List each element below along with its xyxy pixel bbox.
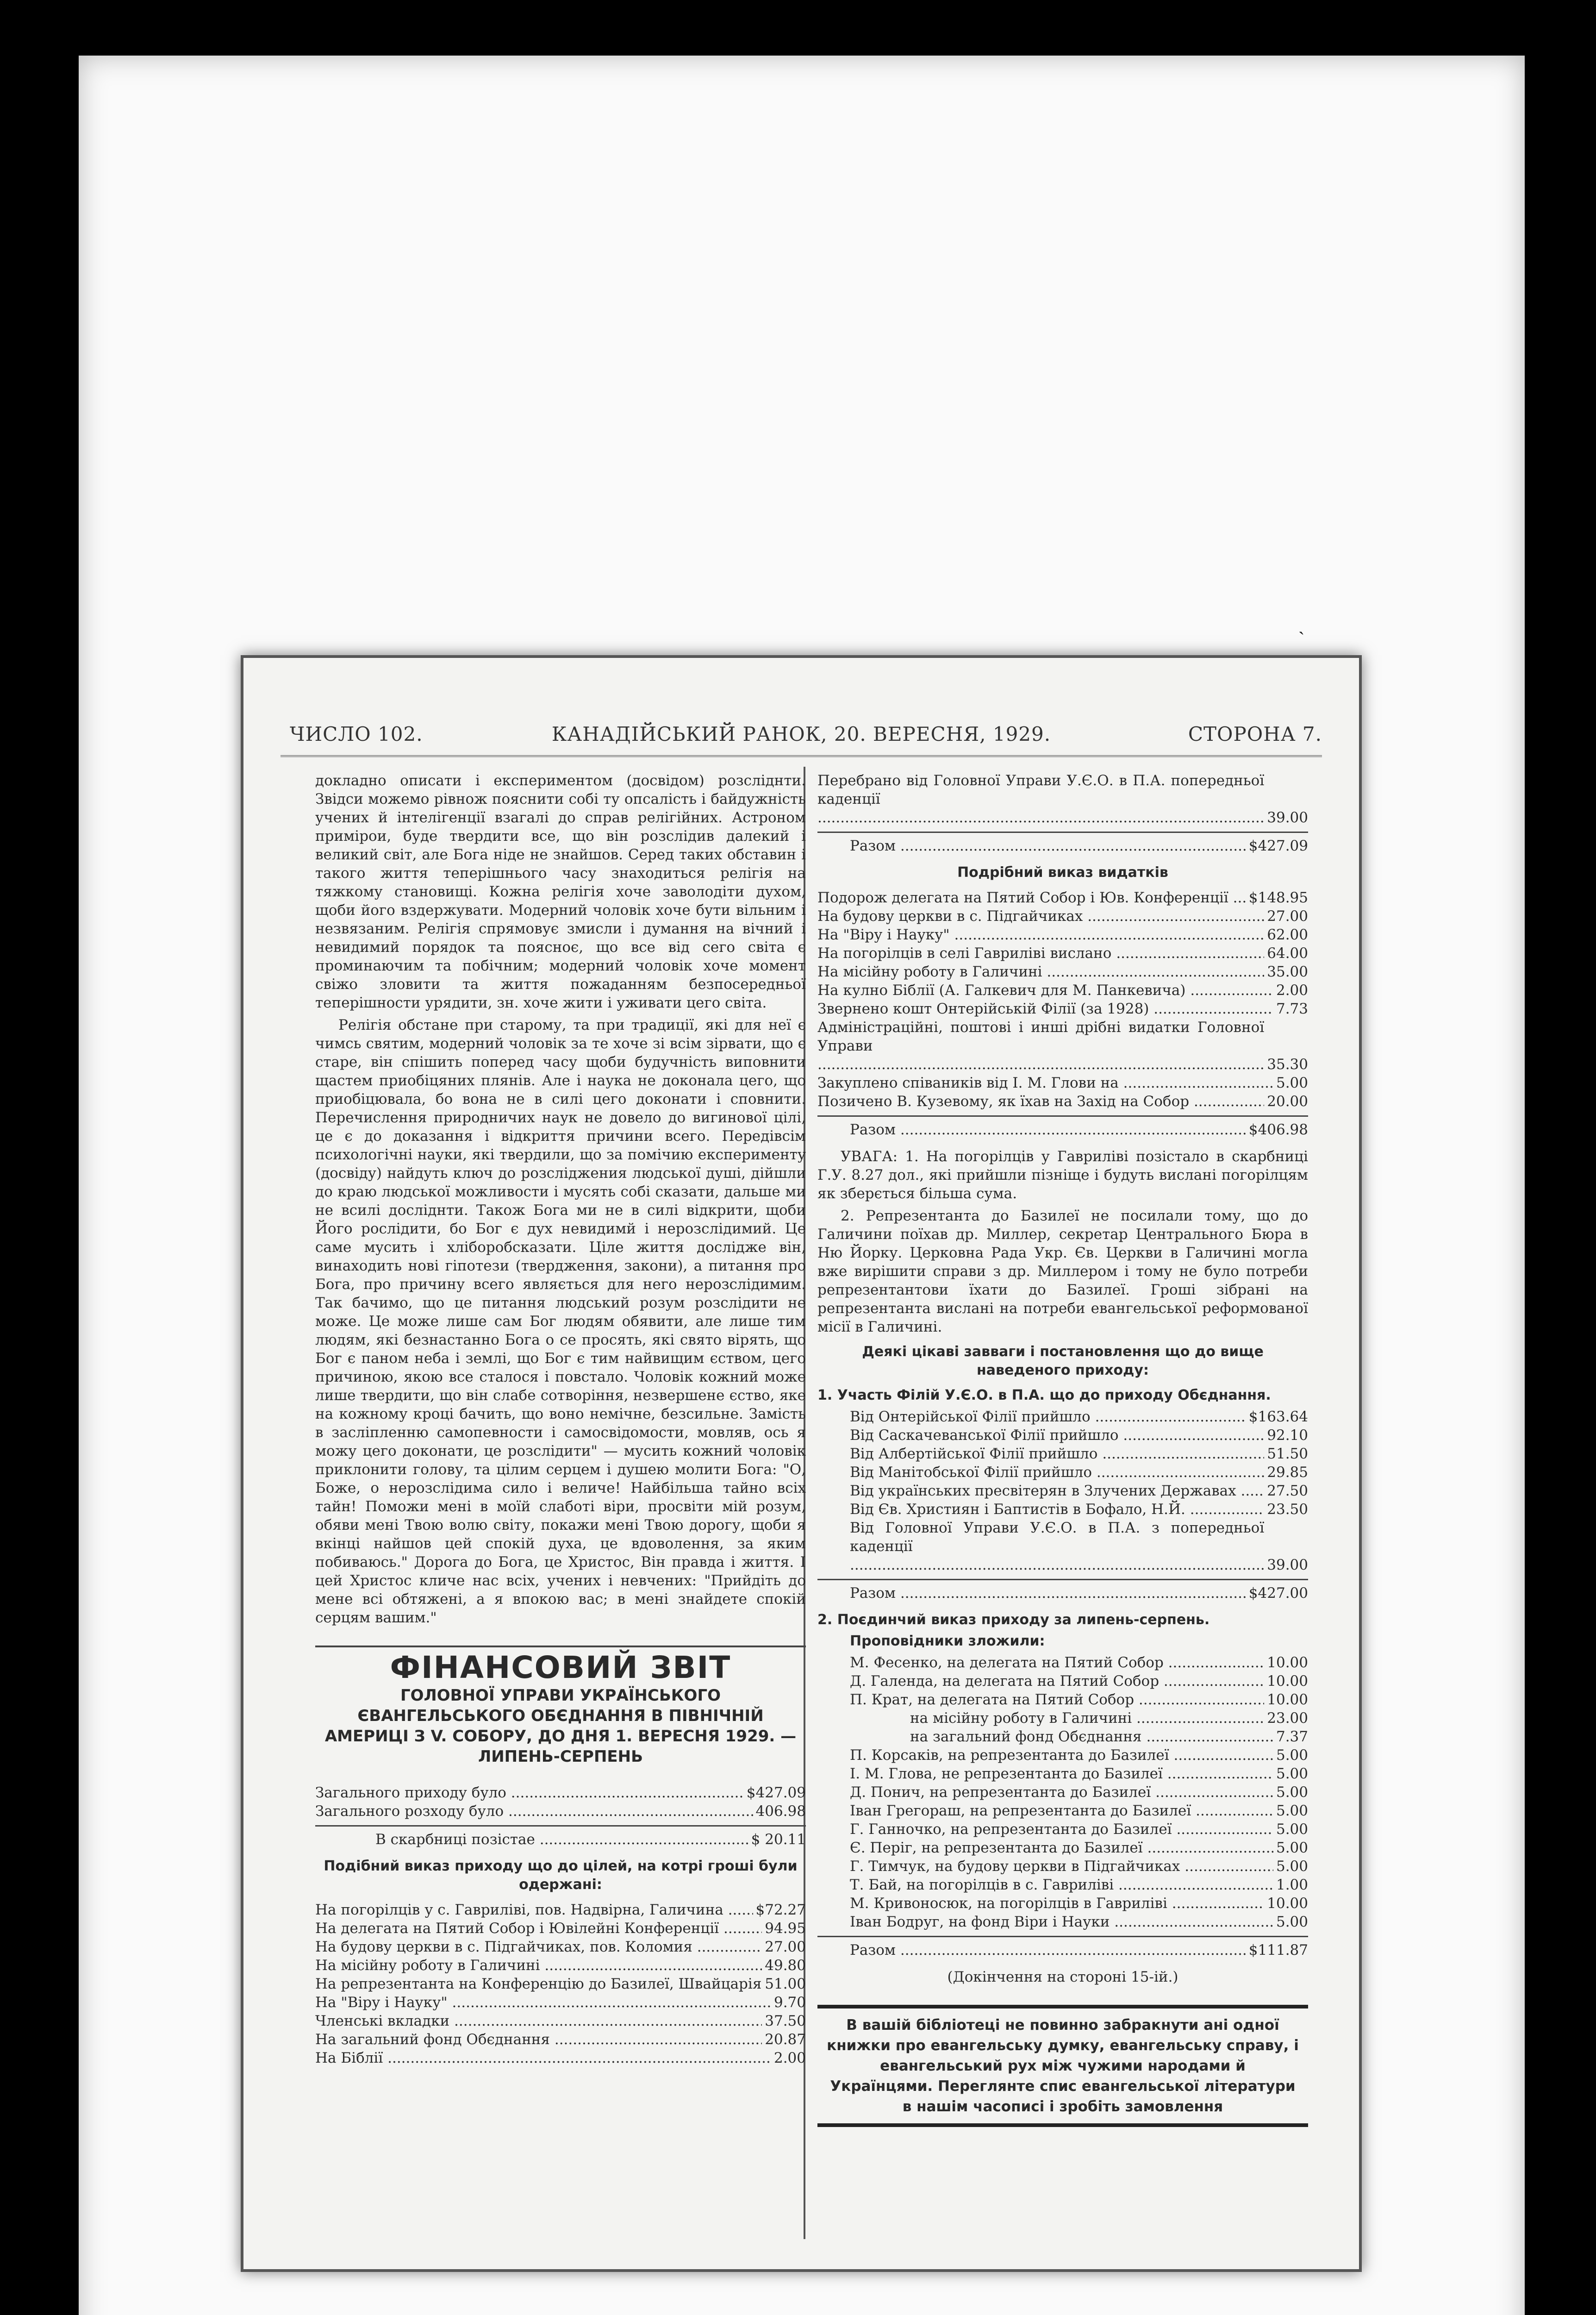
section-heading: 1. Участь Філій У.Є.О. в П.А. що до приходу Обєднання.: [817, 1387, 1271, 1403]
donation-row: Іван Бодруг, на фонд Віри і Науки ..... 5.00: [817, 1913, 1308, 1931]
branch-row: Від Онтерійської Філії прийшло ..... $163.64: [817, 1408, 1308, 1426]
continuation-note: (Докінчення на стороні 15-ій.): [947, 1969, 1178, 1985]
donation-row: М. Кривоносюк, на погорілців в Гавриліві ..... 10.00: [817, 1894, 1308, 1913]
expense-row: На "Віру і Науку" ..... 62.00: [817, 926, 1308, 944]
income-row: На будову церкви в с. Підгайчиках, пов. Коломия ..... 27.00: [315, 1938, 806, 1956]
note-paragraph: 2. Репрезентанта до Базилеї не посилали тому, що до Галичини поїхав др. Миллер, секретар Центрального Бюра в Ню Йорку. Церковна Рада Укр. Єв. Церкви в Галичині могла вже вирішити справи з др. Миллером і тому не було потреби репрезентантови їхати до Базилеї. Гроші зібрані на репрезентанта вислані на потреби евангельської реформованої місії в Галичині.: [817, 1208, 1308, 1335]
newspaper-page: [241, 655, 1362, 2272]
income-row: На місійну роботу в Галичині ..... 49.80: [315, 1956, 806, 1975]
newspaper-title: КАНАДІЙСЬКИЙ РАНОК, 20. ВЕРЕСНЯ, 1929.: [551, 723, 1051, 745]
total-row: Разом ..... $427.00: [817, 1579, 1308, 1602]
summary-row: Загального приходу було ..... $427.09: [315, 1783, 806, 1802]
remarks-heading: Деякі цікаві завваги і постановлення що до вище наведеного приходу:: [862, 1344, 1264, 1378]
branch-row: Від Саскачеванської Філії прийшло ..... 92.10: [817, 1426, 1308, 1445]
donation-row: Г. Ганночко, на репрезентанта до Базилеї ..... 5.00: [817, 1820, 1308, 1839]
branch-row: Від Єв. Християн і Баптистів в Бофало, Н.Й. ..... 23.50: [817, 1500, 1308, 1519]
income-row: На делегата на Пятий Собор і Ювілейні Конференції ..... 94.95: [315, 1919, 806, 1938]
total-row: Разом ..... $427.09: [817, 832, 1308, 855]
donation-row: Іван Грегораш, на репрезентанта до Базилеї ..... 5.00: [817, 1802, 1308, 1820]
article-paragraph: докладно описати і експериментом (досвідом) розсліднти. Звідси можемо рівнож пояснити собі ту опсалість і байдужність учених й інтелігенції взагалі до справ релігійних. Астроном примірои, буде твердити все, що він розслідив далекий і великий світ, але Бога ніде не знайшов. Серед таких обставин і такого життя теперішнього часу знаходиться релігія на тяжкому становищі. Кожна релігія хоче заволодіти духом, щоби його вздержувати. Модерний чоловік хоче бути вільним і незвязаним. Релігія спрямовує змисли і думання на вічний і невидимий порядок та поясноє, що все від сего світа є проминаючим та побічним; модерний чоловік хоче момент свіжо зловити та життя пожаданням безпосередньої теперішности урядити, зн. хоче жити і уживати цего світа.: [315, 772, 806, 1011]
donation-row: І. М. Глова, не репрезентанта до Базилеї ..... 5.00: [817, 1764, 1308, 1783]
expense-row: Подорож делегата на Пятий Собор і Юв. Конференції ..... $148.95: [817, 888, 1308, 907]
issue-number: ЧИСЛО 102.: [290, 723, 423, 745]
branch-row: Від українських пресвітерян в Злучених Державах ..... 27.50: [817, 1482, 1308, 1500]
donation-row: на місійну роботу в Галичині ..... 23.00: [817, 1709, 1308, 1727]
note-paragraph: УВАГА: 1. На погорілців у Гавриліві позістало в скарбниці Г.У. 8.27 дол., які прийшли пізніще і будуть вислані погорілцям як зберється більша сума.: [817, 1148, 1308, 1202]
right-column: [817, 771, 1308, 2127]
total-row: Разом ..... $111.87: [817, 1936, 1308, 1959]
expense-row: На погорілців в селі Гавриліві вислано ..... 64.00: [817, 944, 1308, 963]
donation-row: Є. Періг, на репрезентанта до Базилеї ..... 5.00: [817, 1839, 1308, 1857]
article-paragraph: Релігія обстане при старому, та при традиції, які для неї є чимсь святим, модерний чоловік за те хоче зі всім зірвати, що є старе, він спішить поперед часу щоби будучність виповнити щастем приобіцяних плянів. Але і наука не доконала цего, що приобіцювала, бо вона не в силі цего доконати і сповнити. Перечислення природничих наук не довело до вигинової цілі, це є до доказання і відкриття причини всего. Передівсім психологічні науки, які твердили, що за помічию експерименту (досвіду) найдуть ключ до розсліджения людської душі, дійшли до краю людської можливости і мусять собі сказати, дальше ми не всилі досліднти. Також Бога ми не в силі відкрити, щоби Його рослідити, бо Бог є дух невидимй і нерозслідимий. Це саме мусить і хліборобсказати. Ціле життя дослідже він, винаходить нові гіпотези (твердження, закони), а питання про Бога, про причину всего являється для него нерозслідимим. Так бачимо, що це питання людський розум розслідити не може. Це може лише сам Бог людям обявити, але лише тим людям, які безнастанно Бога о се просять, які свято вірять, що Бог є паном неба і землі, що Бог є тим найвищим єством, цего причиною, якою все сталося і повстало. Чоловік кожний може лише твердити, що він слабе сотворіння, незвершене єство, яке на кожному кроці бачить, що воно немічне, безсильне. Замість в засліпленню самопевности і самосвідомости, мовляв, ось я можу цего доконати, це розслідити" — мусить кожний чоловік приклонити голову, та цілим серцем і душею молити Бога: "О, Боже, о нерозслідима сило і величе! Найбільша тайно всіх тайн! Поможи мені в моїй слаботі віри, просвіти мій розум, обяви мені Твою волю світу, покажи мені Твою дорогу, щоби я вкінці найшов цей спокій духа, це вдоволення, за яким побиваюсь." Дорога до Бога, це Христос, Він правда і життя. І цей Христос кличе нас всіх, учених і невчених: "Прийдіть до мене всі обтяжені, а я впокою вас; в мені знайдете спокій серцям вашим.": [315, 1017, 806, 1626]
income-row: На "Віру і Науку" ..... 9.70: [315, 1993, 806, 2012]
section-heading: 2. Поєдинчий виказ приходу за липень-серпень.: [817, 1612, 1210, 1628]
donation-row: Г. Тимчук, на будову церкви в Підгайчиках ..... 5.00: [817, 1857, 1308, 1876]
donation-row: П. Корсаків, на репрезентанта до Базилеї ..... 5.00: [817, 1746, 1308, 1764]
branch-row: Від Головної Управи У.Є.О. в П.А. з попередньої каденції ..... 39.00: [817, 1519, 1308, 1574]
income-row: На погорілців у с. Гавриліві, пов. Надвірна, Галичина ..... $72.27: [315, 1901, 806, 1919]
expense-heading: Подрібний виказ видатків: [957, 864, 1168, 881]
expense-row: Позичено В. Кузевому, як їхав на Захід на Собор ..... 20.00: [817, 1092, 1308, 1111]
donation-row: Д. Галенда, на делегата на Пятий Собор ..... 10.00: [817, 1672, 1308, 1690]
left-column: [315, 771, 806, 2067]
report-title: ФІНАНСОВИЙ ЗВІТ: [315, 1646, 806, 1677]
donation-row: Т. Бай, на погорілців в с. Гавриліві ..... 1.00: [817, 1876, 1308, 1894]
expense-row: Адміністраційні, поштові і инші дрібні видатки Головної Управи ..... 35.30: [817, 1018, 1308, 1074]
donation-row: на загальний фонд Обєднання ..... 7.37: [817, 1727, 1308, 1746]
expense-row: На місійну роботу в Галичині ..... 35.00: [817, 963, 1308, 981]
summary-row: Загального розходу було ..... 406.98: [315, 1802, 806, 1821]
transfer-row: Перебрано від Головної Управи У.Є.О. в П.А. попередньої каденції ..... 39.00: [817, 771, 1308, 827]
income-row: На репрезентанта на Конференцію до Базилеї, Швайцарія ..... 51.00: [315, 1975, 806, 1993]
expense-row: Звернено кошт Онтерійській Філії (за 1928) ..... 7.73: [817, 1000, 1308, 1018]
expense-row: На будову церкви в с. Підгайчиках ..... 27.00: [817, 907, 1308, 926]
report-subtitle: ГОЛОВНОЇ УПРАВИ УКРАЇНСЬКОГО ЄВАНГЕЛЬСЬКОГО ОБЄДНАННЯ В ПІВНІЧНІЙ АМЕРИЦІ З V. СОБОРУ, ДО ДНЯ 1. ВЕРЕСНЯ 1929. — ЛИПЕНЬ-СЕРПЕНЬ: [324, 1686, 797, 1766]
expense-row: Закуплено співаників від І. М. Глови на ..... 5.00: [817, 1074, 1308, 1092]
total-row: Разом ..... $406.98: [817, 1115, 1308, 1139]
income-heading: Подібний виказ приходу що до цілей, на котрі гроші були одержані:: [324, 1858, 798, 1893]
page-header: [281, 723, 1322, 757]
branch-row: Від Манітобської Філії прийшло ..... 29.85: [817, 1463, 1308, 1482]
library-notice-box: В вашій бібліотеці не повинно забракнути ані одної книжки про евангельську думку, евангельську справу, і евангельський рух між чужими народами й Українцями. Переглянте спис евангельської літератури в нашім часописі і зробіть замовлення: [817, 2005, 1308, 2127]
income-row: На загальний фонд Обєднання ..... 20.87: [315, 2030, 806, 2049]
donation-row: П. Крат, на делегата на Пятий Собор ..... 10.00: [817, 1690, 1308, 1709]
film-speck: ˎ: [1298, 614, 1305, 635]
expense-row: На кулно Біблії (А. Галкевич для М. Панкевича) ..... 2.00: [817, 981, 1308, 1000]
section-subheading: Проповідники зложили:: [850, 1633, 1045, 1649]
page-number: СТОРОНА 7.: [1188, 723, 1322, 745]
income-row: Членські вкладки ..... 37.50: [315, 2012, 806, 2030]
branch-row: Від Албертійської Філії прийшло ..... 51.50: [817, 1445, 1308, 1463]
income-row: На Біблії ..... 2.00: [315, 2049, 806, 2067]
balance-row: В скарбниці позістае ..... $ 20.11: [315, 1825, 806, 1849]
donation-row: М. Фесенко, на делегата на Пятий Собор ..... 10.00: [817, 1653, 1308, 1672]
donation-row: Д. Понич, на репрезентанта до Базилеї ..... 5.00: [817, 1783, 1308, 1802]
